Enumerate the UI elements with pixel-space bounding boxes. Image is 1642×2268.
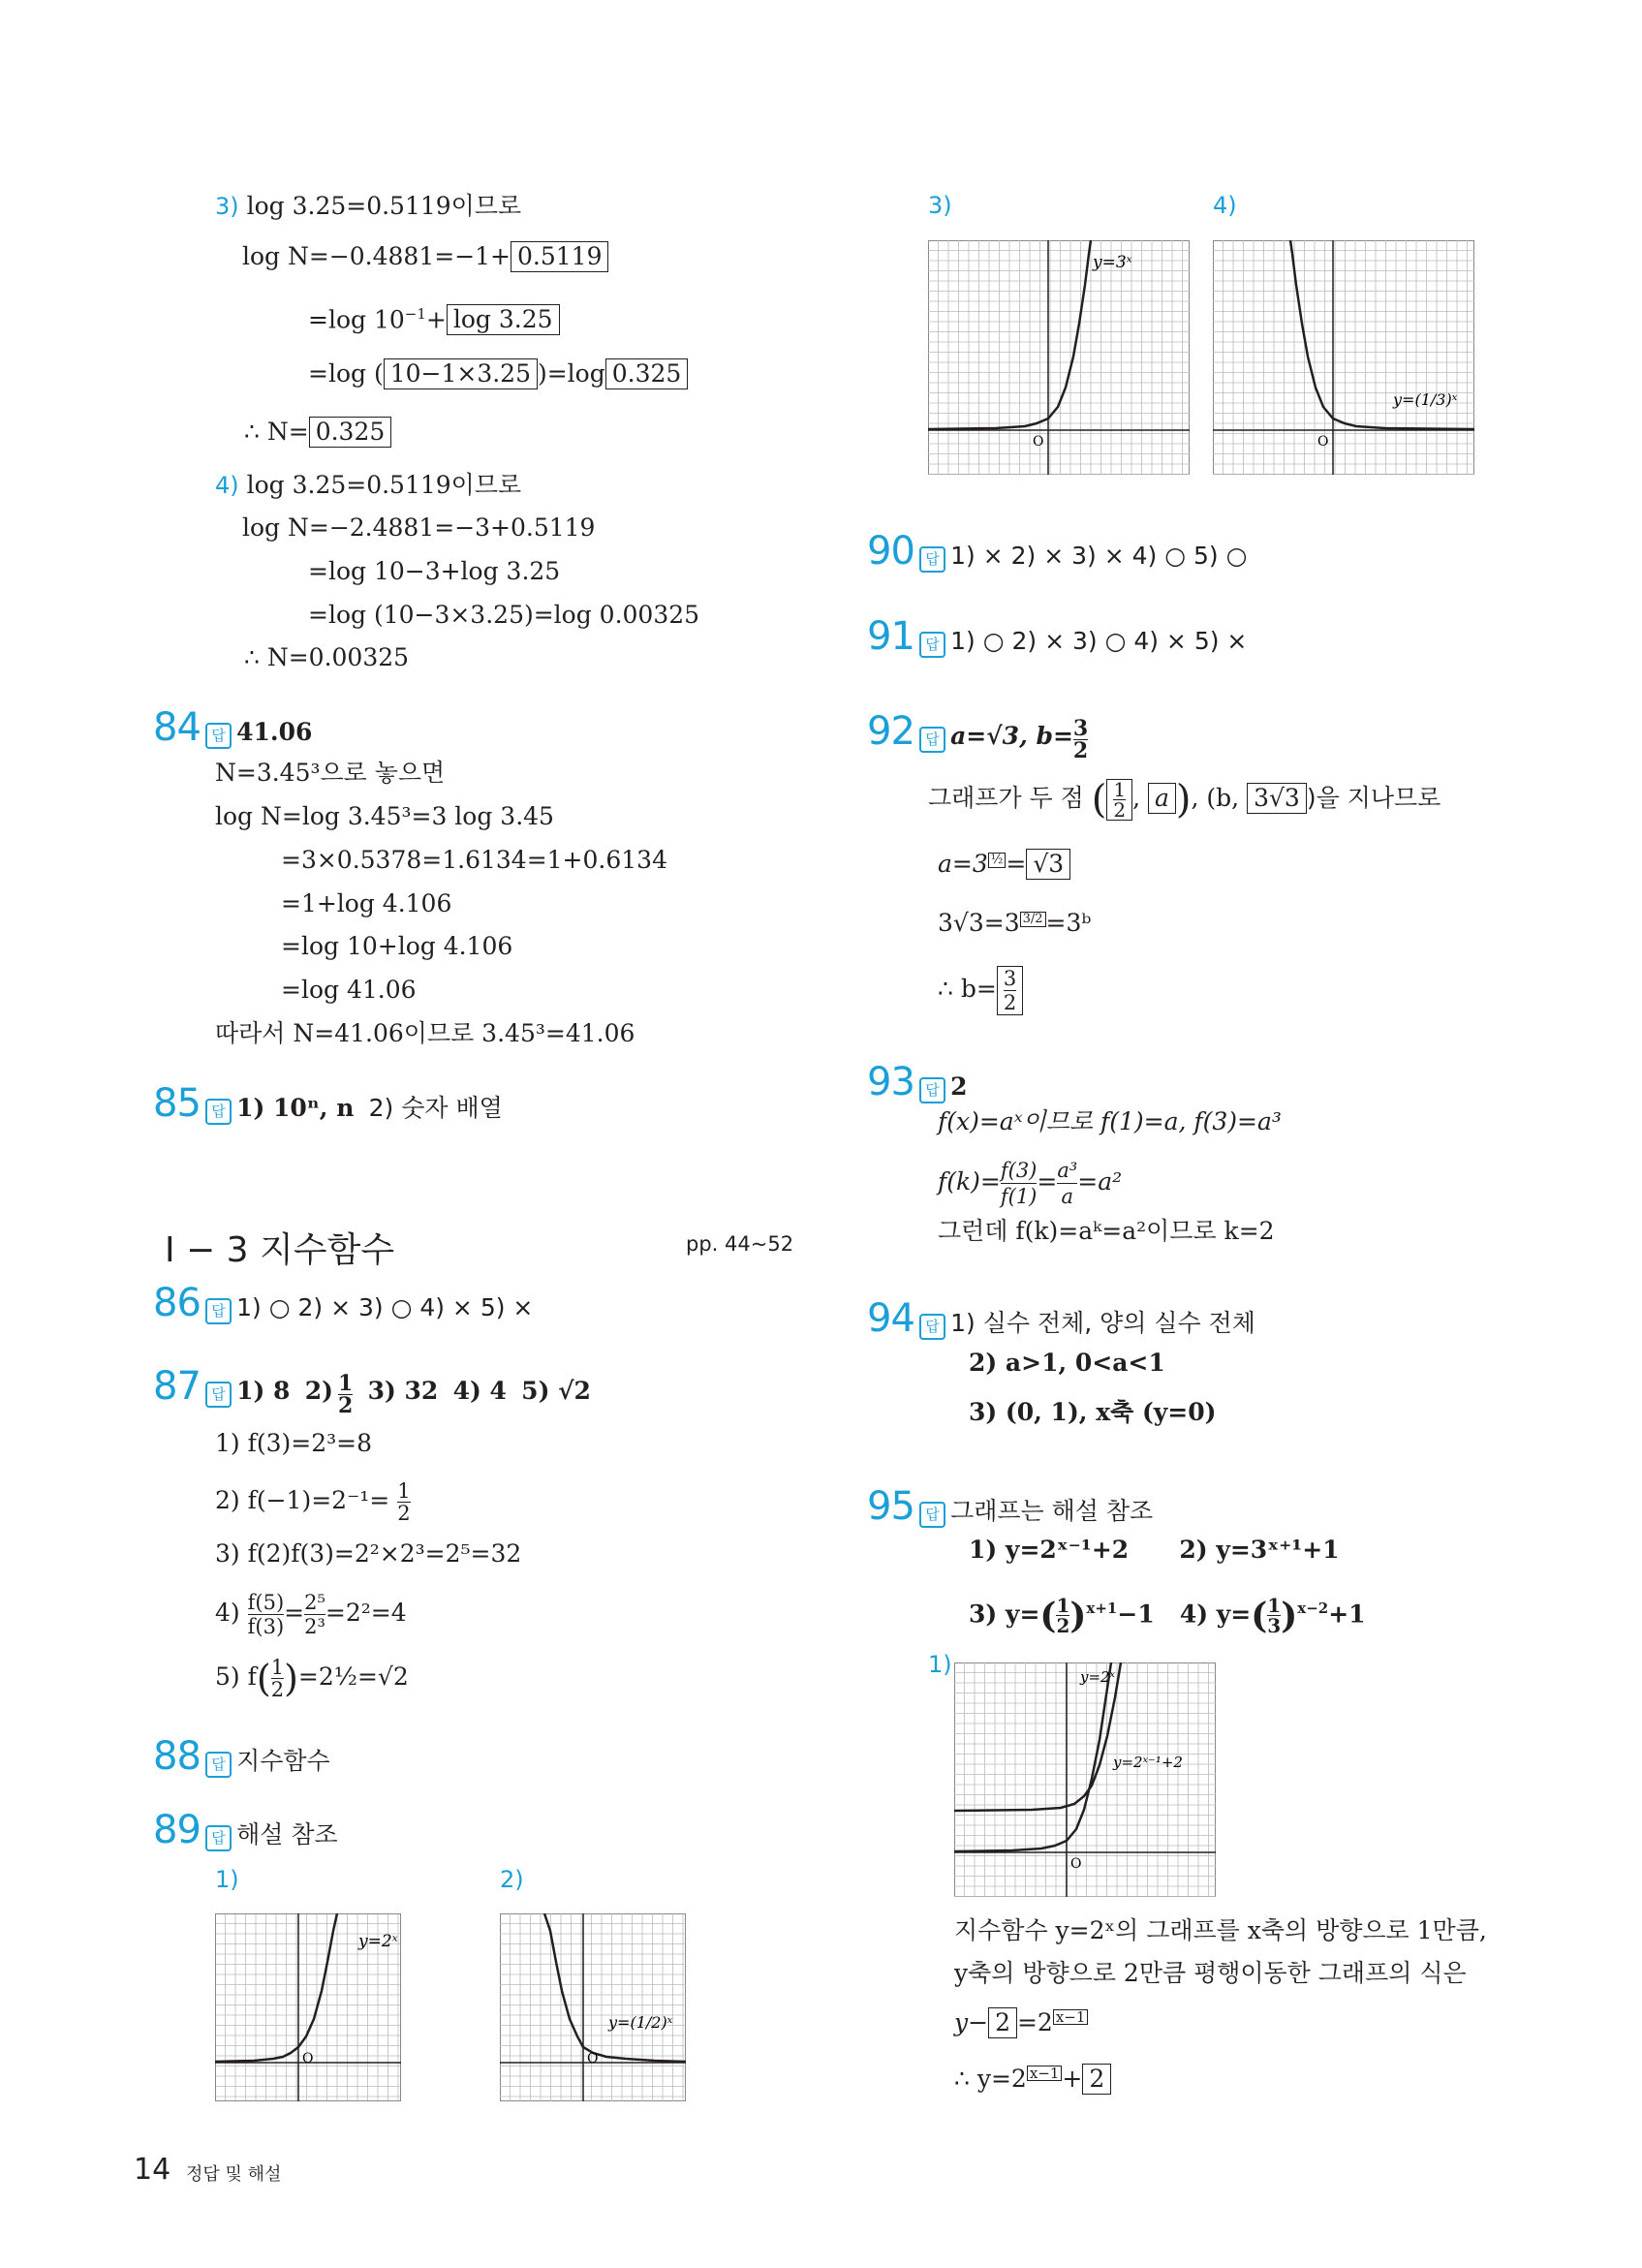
line: log N=−0.4881=−1+ [242, 242, 511, 270]
blank-box: 0.325 [309, 417, 392, 448]
svg-text:O: O [587, 2051, 599, 2066]
curve-y-2x [954, 1662, 1111, 1851]
curve-label: y=2ˣ⁻¹+2 [1113, 1754, 1183, 1771]
curve-y-half-x [544, 1913, 686, 2062]
section-title: Ⅰ − 3 지수함수 [165, 1230, 395, 1270]
footer-label: 정답 및 해설 [186, 2164, 282, 2185]
graph-89-2 [500, 1913, 686, 2101]
blank-box: 10−1×3.25 [384, 358, 538, 389]
svg-text:O: O [302, 2051, 314, 2066]
svg-text:O: O [1070, 1856, 1082, 1872]
curve-label: y=2ˣ [358, 1932, 398, 1951]
curve-label: y=3ˣ [1093, 253, 1132, 272]
blank-box: 0.325 [605, 358, 689, 389]
problem-number: 84 [153, 705, 201, 750]
problem-number: 85 [153, 1081, 201, 1126]
graph-95-1 [954, 1662, 1216, 1897]
blank-box: log 3.25 [447, 304, 560, 335]
graph-89-1 [215, 1913, 401, 2101]
graph-90-4 [1213, 240, 1474, 475]
curve-label: y=(1/3)ˣ [1393, 390, 1458, 409]
line: =log 10 [308, 305, 405, 334]
answer: 41.06 [236, 718, 313, 746]
svg-text:O: O [1033, 434, 1044, 450]
curve-label: y=(1/2)ˣ [608, 2013, 673, 2032]
curve-label: y=2ˣ [1080, 1668, 1115, 1686]
page-number: 14 [134, 2153, 171, 2187]
graph-90-3 [928, 240, 1190, 475]
page-range: pp. 44~52 [686, 1232, 794, 1256]
answer-badge: 답 [205, 723, 232, 749]
blank-box: 0.5119 [511, 241, 608, 272]
svg-text:O: O [1317, 434, 1329, 450]
part-label: 3) [215, 193, 239, 220]
answer-badge: 답 [205, 1099, 232, 1125]
line: log 3.25=0.5119이므로 [246, 192, 522, 220]
